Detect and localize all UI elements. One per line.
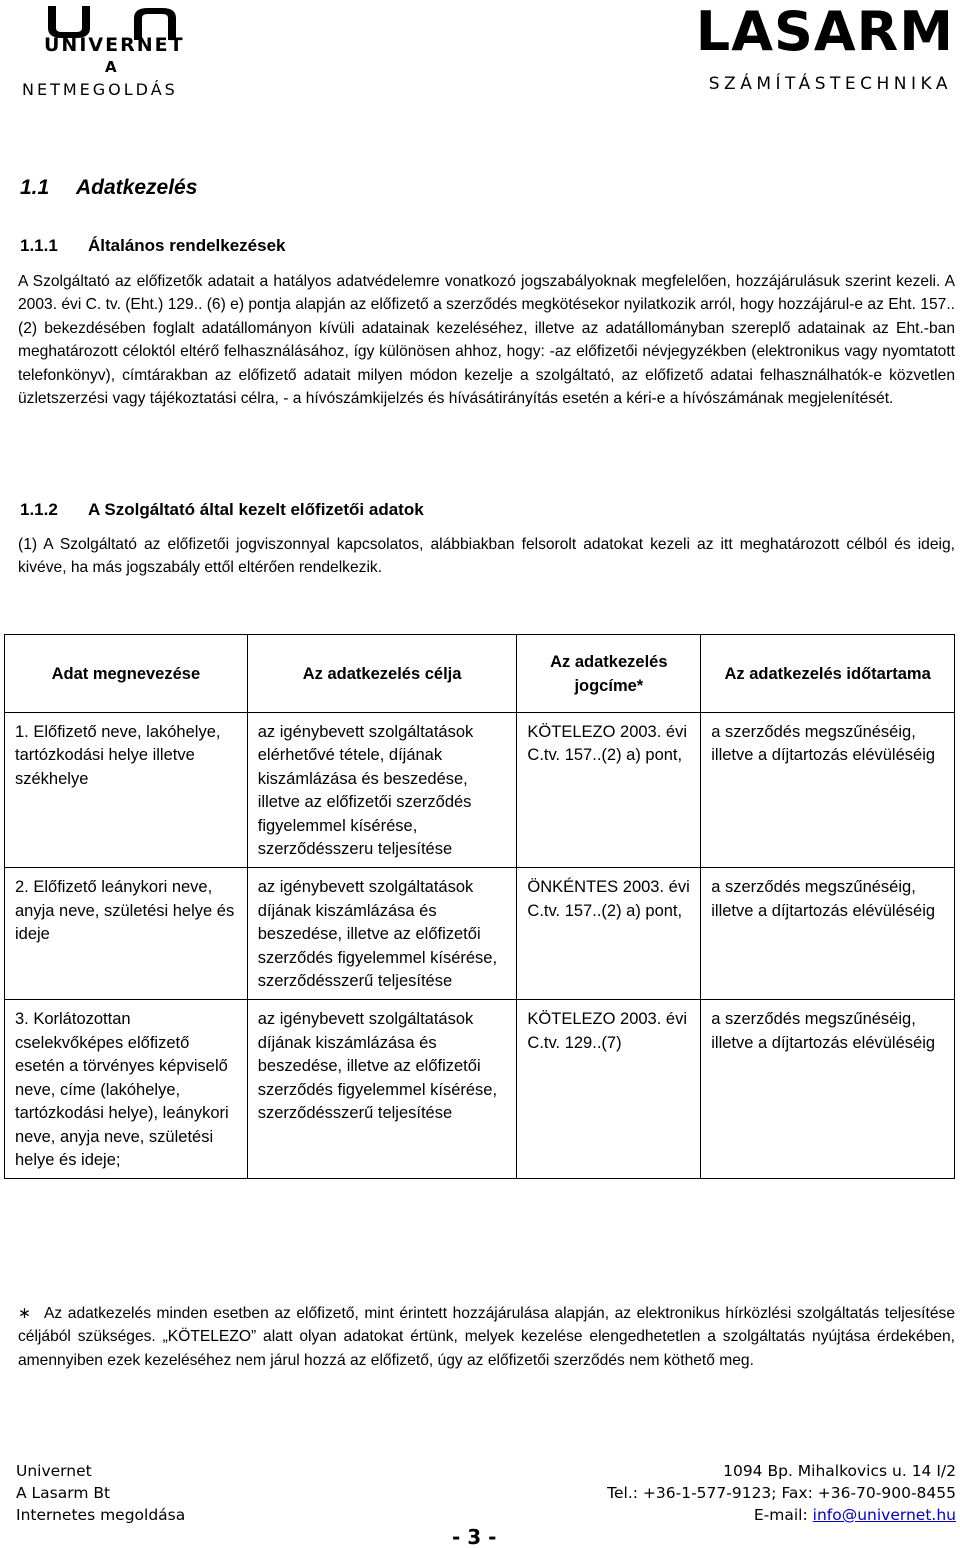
table-header-cell: Adat megnevezése	[5, 635, 248, 713]
table-cell: KÖTELEZO 2003. évi C.tv. 129..(7)	[517, 1000, 701, 1179]
footer-contact	[607, 1460, 956, 1526]
table-cell: az igénybevett szolgáltatások elérhetővé tétele, díjának kiszámlázása és beszedése, illetve az előfizetői szerződés figyelemmel kísérése, szerződésszeru teljesítése	[247, 713, 517, 868]
section-number: 1.1	[20, 176, 50, 199]
univernet-logo	[22, 4, 212, 104]
footer-email-link[interactable]: info@univernet.hu	[812, 1506, 956, 1524]
subsection-title-2: A Szolgáltató által kezelt előfizetői adatok	[88, 500, 424, 519]
table-cell: a szerződés megszűnéséig, illetve a díjtartozás elévüléséig	[701, 868, 955, 1000]
subsection-title-1: Általános rendelkezések	[88, 236, 286, 255]
footnote	[18, 1302, 955, 1372]
table-cell: a szerződés megszűnéséig, illetve a díjtartozás elévüléséig	[701, 1000, 955, 1179]
subsection-heading-2	[20, 500, 424, 520]
table-header-cell: Az adatkezelés időtartama	[701, 635, 955, 713]
data-table	[4, 634, 955, 1179]
table-cell: 2. Előfizető leánykori neve, anyja neve, születési helye és ideje	[5, 868, 248, 1000]
table-cell: az igénybevett szolgáltatások díjának kiszámlázása és beszedése, illetve az előfizetői szerződés figyelemmel kísérése, szerződésszerű teljesítése	[247, 868, 517, 1000]
footnote-text: Az adatkezelés minden esetben az előfizető, mint érintett hozzájárulása alapján, az elektronikus hírközlési szolgáltatás teljesítése céljából szükséges. „KÖTELEZO” alatt olyan adatokat értünk, melyek kezelése elengedhetetlen a szolgáltatás nyújtása érdekében, amennyiben ezek kezeléséhez nem járul hozzá az előfizető, úgy az előfizetői szerződés nem köthető meg.	[18, 1305, 955, 1369]
page-number: - 3 -	[452, 1525, 497, 1548]
table-cell: KÖTELEZO 2003. évi C.tv. 157..(2) a) pont,	[517, 713, 701, 868]
subsection-heading-1	[20, 236, 285, 256]
subsection-number-1: 1.1.1	[20, 236, 58, 255]
lasarm-logo	[664, 2, 954, 102]
footer-phone: Tel.: +36-1-577-9123; Fax: +36-70-900-8455	[607, 1484, 956, 1502]
table-row	[5, 868, 955, 1000]
footer-company-line: Univernet	[16, 1462, 92, 1480]
section-title: Adatkezelés	[76, 176, 198, 199]
table-cell: 3. Korlátozottan cselekvőképes előfizető esetén a törvényes képviselő neve, címe (lakóhelye, tartózkodási helye), leánykori neve, anyja neve, születési helye és ideje;	[5, 1000, 248, 1179]
footnote-symbol: ∗	[18, 1305, 32, 1322]
footer-email-line	[607, 1504, 956, 1526]
footer-company-line: A Lasarm Bt	[16, 1484, 111, 1502]
table-row	[5, 713, 955, 868]
logo-name: UNIVERNET	[44, 34, 185, 56]
logo-connector: A	[105, 58, 117, 76]
table-header-cell: Az adatkezelés célja	[247, 635, 517, 713]
table-cell: a szerződés megszűnéséig, illetve a díjtartozás elévüléséig	[701, 713, 955, 868]
table-row	[5, 1000, 955, 1179]
footer-company	[16, 1460, 185, 1526]
table-cell: ÖNKÉNTES 2003. évi C.tv. 157..(2) a) pont,	[517, 868, 701, 1000]
logo-tagline: NETMEGOLDÁS	[22, 80, 178, 99]
table-cell: 1. Előfizető neve, lakóhelye, tartózkodási helye illetve székhelye	[5, 713, 248, 868]
table-header-cell: Az adatkezelés jogcíme*	[517, 635, 701, 713]
table-cell: az igénybevett szolgáltatások díjának kiszámlázása és beszedése, illetve az előfizetői szerződés figyelemmel kísérése, szerződésszerű teljesítése	[247, 1000, 517, 1179]
paragraph-general: A Szolgáltató az előfizetők adatait a hatályos adatvédelemre vonatkozó jogszabályoknak megfelelően, hozzájárulásuk szerint kezeli. A 2003. évi C. tv. (Eht.) 129.. (6) e) pontja alapján az előfizető a szerződés megkötésekor nyilatkozik arról, hogy hozzájárul-e az Eht. 157.. (2) bekezdésében foglalt adatállományon kívüli adatainak kezeléséhez, illetve az adatállományban szereplő adatainak az Eht.-ban meghatározott céloktól eltérő felhasználásához, így különösen ahhoz, hogy: -az előfizetői névjegyzékben (elektronikus vagy nyomtatott telefonkönyv), címtárakban az előfizető adatait milyen módon kezelje a szolgáltató, az előfizető adatai felhasználhatók-e közvetlen üzletszerzési vagy tájékoztatási célra, - a hívószámkijelzés és hívásátirányítás esetén a kéri-e a hívószámának megjelenítését.	[18, 273, 955, 408]
lasarm-logo-name: LASARM	[695, 0, 954, 63]
lasarm-logo-tagline: SZÁMÍTÁSTECHNIKA	[708, 74, 952, 94]
footer-email-label: E-mail:	[753, 1506, 813, 1524]
paragraph-data-list: (1) A Szolgáltató az előfizetői jogviszonnyal kapcsolatos, alábbiakban felsorolt adatokat kezeli az itt meghatározott célból és ideig, kivéve, ha más jogszabály ettől eltérően rendelkezik.	[18, 536, 955, 577]
section-heading	[20, 176, 197, 200]
table-header-row	[5, 635, 955, 713]
footer-address: 1094 Bp. Mihalkovics u. 14 I/2	[723, 1462, 956, 1480]
footer-company-line: Internetes megoldása	[16, 1506, 186, 1524]
subsection-number-2: 1.1.2	[20, 500, 58, 519]
